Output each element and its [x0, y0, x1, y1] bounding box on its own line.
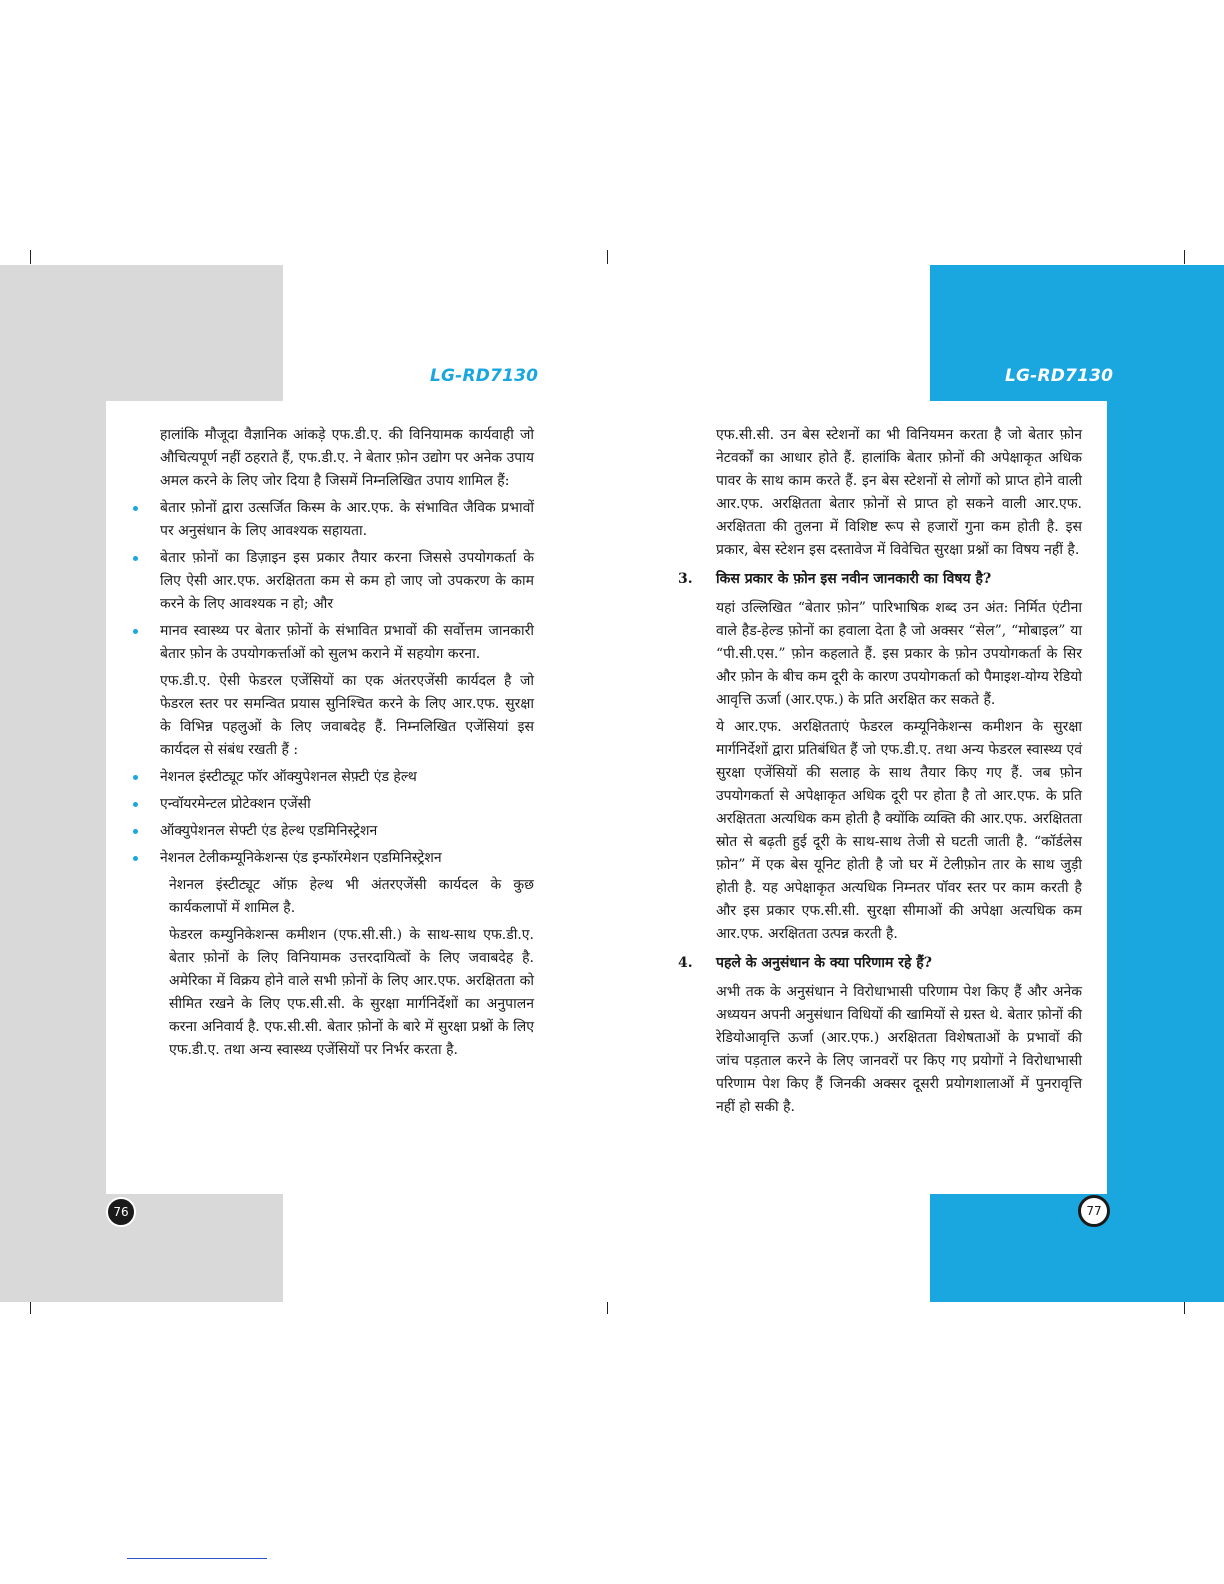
- question-title: पहले के अनुसंधान के क्या परिणाम रहे हैं?: [716, 955, 932, 971]
- page-number-left: 76: [106, 1197, 136, 1227]
- right-page-lower-area: [607, 1194, 930, 1302]
- question-3-paragraph-1: यहां उल्लिखित “बेतार फ़ोन” पारिभाषिक शब्द उन अंत: निर्मित एंटीना वाले हैड-हेल्ड फ़ोनों का हवाला देता है जो अक्सर “सेल”, “मोबाइल” या “पी.सी.एस.” फ़ोन कहलाते हैं. इस प्रकार के फ़ोन उपयोगकर्ता के सिर और फ़ोन के बीच कम दूरी के कारण उपयोगकर्ता को पैमाइश-योग्य रेडियो आवृत्ति ऊर्जा (आर.एफ.) के प्रति अरक्षित कर सकते हैं.: [716, 600, 1082, 708]
- bullet-icon: [133, 506, 138, 511]
- crop-mark: [607, 1300, 608, 1314]
- question-number: 3.: [678, 571, 693, 587]
- bottom-divider: [127, 1558, 267, 1559]
- list-item: एन्वॉयरमेन्टल प्रोटेक्शन एजेंसी: [160, 793, 534, 816]
- fcc-paragraph: फेडरल कम्युनिकेशन्स कमीशन (एफ.सी.सी.) के साथ-साथ एफ.डी.ए. बेतार फ़ोनों के लिए विनियामक उत्तरदायित्वों के लिए जवाबदेह है. अमेरिका में विक्रय होने वाले सभी फ़ोनों के लिए आर.एफ. अरक्षितता को सीमित रखने के लिए एफ.सी.सी. के सुरक्षा मार्गनिर्देशों का अनुपालन करना अनिवार्य है. एफ.सी.सी. बेतार फ़ोनों के बारे में सुरक्षा प्रश्नों के लिए एफ.डी.ए. तथा अन्य स्वास्थ्य एजेंसियों पर निर्भर करता है.: [169, 927, 534, 1058]
- agency-paragraph: एफ.डी.ए. ऐसी फेडरल एजेंसियों का एक अंतरएजेंसी कार्यदल है जो फेडरल स्तर पर समन्वित प्रयास सुनिश्चित करने के लिए आर.एफ. सुरक्षा के विभिन्न पहलुओं के लिए जवाबदेह हैं. निम्नलिखित एजेंसियां इस कार्यदल से संबंध रखती हैं :: [160, 673, 534, 758]
- bullet-icon: [133, 829, 138, 834]
- crop-mark: [30, 250, 31, 264]
- list-item: नेशनल टेलीकम्यूनिकेशन्स एंड इन्फॉरमेशन एडमिनिस्ट्रेशन: [160, 847, 534, 870]
- crop-mark: [607, 250, 608, 264]
- question-4-heading: [678, 952, 1082, 975]
- model-label-right: LG-RD7130: [1005, 366, 1114, 386]
- left-page-lower-area: [283, 1194, 607, 1302]
- crop-mark: [30, 1300, 31, 1314]
- bullet-icon: [133, 629, 138, 634]
- crop-mark: [1184, 1300, 1185, 1314]
- bullet-icon: [133, 556, 138, 561]
- right-page-text: [678, 424, 1082, 1123]
- model-label-left: LG-RD7130: [430, 366, 539, 386]
- bullet-icon: [133, 775, 138, 780]
- crop-mark: [1184, 250, 1185, 264]
- right-page-upper-area: [607, 265, 930, 401]
- list-item: मानव स्वास्थ्य पर बेतार फ़ोनों के संभावित प्रभावों की सर्वोत्तम जानकारी बेतार फ़ोन के उपयोगकर्त्ताओं को सुलभ कराने में सहयोग करना.: [160, 620, 534, 666]
- list-item: ऑक्युपेशनल सेफ्टी एंड हेल्थ एडमिनिस्ट्रेशन: [160, 820, 534, 843]
- intro-paragraph: हालांकि मौजूदा वैज्ञानिक आंकड़े एफ.डी.ए. की विनियामक कार्यवाही जो औचित्यपूर्ण नहीं ठहराते हैं, एफ.डी.ए. ने बेतार फ़ोन उद्योग पर अनेक उपाय अमल करने के लिए जोर दिया है जिसमें निम्नलिखित उपाय शामिल हैं:: [160, 427, 534, 489]
- question-4-paragraph: अभी तक के अनुसंधान ने विरोधाभासी परिणाम पेश किए हैं और अनेक अध्ययन अपनी अनुसंधान विधियों की खामियों से ग्रस्त थे. बेतार फ़ोनों की रेडियोआवृत्ति ऊर्जा (आर.एफ.) अरक्षितता विशेषताओं के प्रभावों की जांच पड़ताल करने के लिए जानवरों पर किए गए प्रयोगों ने विरोधाभासी परिणाम पेश किए हैं जिनकी अक्सर दूसरी प्रयोगशालाओं में पुनरावृत्ति नहीं हो सकी है.: [716, 984, 1082, 1115]
- base-station-paragraph: एफ.सी.सी. उन बेस स्टेशनों का भी विनियमन करता है जो बेतार फ़ोन नेटवर्कों का आधार होते हैं. हालांकि बेतार फ़ोनों की अपेक्षाकृत अधिक पावर के साथ काम करते हैं. इन बेस स्टेशनों से लोगों को प्राप्त होने वाली आर.एफ. अरक्षितता बेतार फ़ोनों से प्राप्त हो सकने वाली आर.एफ. अरक्षितता की तुलना में विशिष्ट रूप से हजारों गुना कम होती है. इस प्रकार, बेस स्टेशन इस दस्तावेज में विवेचित सुरक्षा प्रश्नों का विषय नहीं है.: [716, 427, 1082, 558]
- bullet-icon: [133, 802, 138, 807]
- list-item: बेतार फ़ोनों का डिज़ाइन इस प्रकार तैयार करना जिससे उपयोगकर्ता के लिए ऐसी आर.एफ. अरक्षितता कम से कम हो जाए जो उपकरण के काम करने के लिए आवश्यक न हो; और: [160, 547, 534, 616]
- page-number-right: 77: [1078, 1195, 1110, 1227]
- question-3-paragraph-2: ये आर.एफ. अरक्षितताएं फेडरल कम्यूनिकेशन्स कमीशन के सुरक्षा मार्गनिर्देशों द्वारा प्रतिबंधित हैं जो एफ.डी.ए. तथा अन्य फेडरल स्वास्थ्य एवं सुरक्षा एजेंसियों की सलाह के साथ तैयार किए गए हैं. जब फ़ोन उपयोगकर्ता से अपेक्षाकृत अधिक दूरी पर होता है तो आर.एफ. के प्रति अरक्षितता अत्यधिक कम होती है क्योंकि व्यक्ति की आर.एफ. अरक्षितता स्रोत से बढ़ती हुई दूरी के साथ-साथ तेजी से घटती जाती है. “कॉर्डलेस फ़ोन” में एक बेस यूनिट होती है जो घर में टेलीफ़ोन तार के साथ जुड़ी होती है. यह अपेक्षाकृत अत्यधिक निम्नतर पॉवर स्तर पर काम करती है और इस प्रकार एफ.सी.सी. सुरक्षा सीमाओं की अपेक्षा अत्यधिक कम आर.एफ. अरक्षितता उत्पन्न करती है.: [716, 719, 1082, 942]
- bullet-icon: [133, 856, 138, 861]
- left-page-text: [160, 424, 534, 1066]
- agency-list: [160, 766, 534, 870]
- list-item: नेशनल इंस्टीट्यूट फॉर ऑक्युपेशनल सेफ़्टी एंड हेल्थ: [160, 766, 534, 789]
- question-title: किस प्रकार के फ़ोन इस नवीन जानकारी का विषय है?: [716, 571, 992, 587]
- question-3-heading: [678, 568, 1082, 591]
- list-item: बेतार फ़ोनों द्वारा उत्सर्जित किस्म के आर.एफ. के संभावित जैविक प्रभावों पर अनुसंधान के लिए आवश्यक सहायता.: [160, 497, 534, 543]
- fda-measures-list: [160, 497, 534, 666]
- question-number: 4.: [678, 955, 693, 971]
- niosh-paragraph: नेशनल इंस्टीट्यूट ऑफ़ हेल्थ भी अंतरएजेंसी कार्यदल के कुछ कार्यकलापों में शामिल है.: [169, 877, 534, 916]
